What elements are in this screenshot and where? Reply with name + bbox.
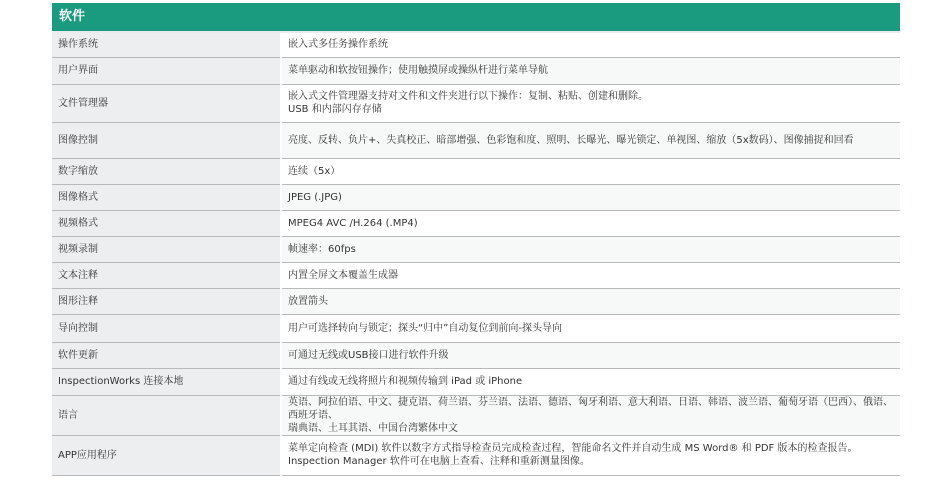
- row-value: 内置全屏文本覆盖生成器: [281, 262, 900, 288]
- table-row: [52, 210, 900, 236]
- row-label: 语言: [52, 395, 281, 435]
- software-spec-table: [52, 3, 900, 476]
- row-value: 放置箭头: [281, 288, 900, 314]
- row-label: 数字缩放: [52, 158, 281, 184]
- row-label: 视频格式: [52, 210, 281, 236]
- row-value: 用户可选择转向与锁定；探头“归中”自动复位到前向-探头导向: [281, 314, 900, 342]
- row-label: 操作系统: [52, 33, 281, 57]
- row-value: [281, 395, 900, 435]
- table-row: [52, 342, 900, 368]
- row-value: 连续（5x）: [281, 158, 900, 184]
- row-value: 菜单驱动和软按钮操作；使用触摸屏或操纵杆进行菜单导航: [281, 57, 900, 84]
- table-row: [52, 33, 900, 57]
- table-row: [52, 158, 900, 184]
- row-label: 软件更新: [52, 342, 281, 368]
- row-label: 文本注释: [52, 262, 281, 288]
- row-value-line: 嵌入式文件管理器支持对文件和文件夹进行以下操作：复制、粘贴、创建和删除。: [288, 91, 648, 102]
- row-value-line: 英语、阿拉伯语、中文、捷克语、荷兰语、芬兰语、法语、德语、匈牙利语、意大利语、日语、韩语、波兰语、葡萄牙语（巴西）、俄语、西班牙语、: [288, 396, 893, 421]
- row-value: 可通过无线或USB接口进行软件升级: [281, 342, 900, 368]
- table-row: [52, 314, 900, 342]
- table-row: [52, 84, 900, 122]
- row-label: 图像格式: [52, 184, 281, 210]
- table-row: [52, 435, 900, 475]
- table-row: [52, 262, 900, 288]
- row-label: APP应用程序: [52, 435, 281, 475]
- table-row: [52, 236, 900, 262]
- spec-table: [52, 33, 900, 476]
- row-label: 用户界面: [52, 57, 281, 84]
- row-value: JPEG (.JPG): [281, 184, 900, 210]
- row-label: 文件管理器: [52, 84, 281, 122]
- row-value: 通过有线或无线将照片和视频传输到 iPad 或 iPhone: [281, 368, 900, 395]
- row-label: 图像控制: [52, 122, 281, 158]
- row-value: MPEG4 AVC /H.264 (.MP4): [281, 210, 900, 236]
- row-label: 图形注释: [52, 288, 281, 314]
- row-value-line: 瑞典语、土耳其语、中国台湾繁体中文: [288, 422, 458, 434]
- row-label: 视频录制: [52, 236, 281, 262]
- row-label: InspectionWorks 连接本地: [52, 368, 281, 395]
- row-value-line: USB 和内部闪存存储: [288, 104, 382, 115]
- row-value-line: Inspection Manager 软件可在电脑上查看、注释和重新测量图像。: [288, 456, 590, 467]
- table-row: [52, 184, 900, 210]
- row-value-line: 菜单定向检查 (MDI) 软件以数字方式指导检查员完成检查过程，智能命名文件并自动生成 MS Word® 和 PDF 版本的检查报告。: [288, 443, 858, 454]
- table-row: [52, 122, 900, 158]
- table-row: [52, 395, 900, 435]
- row-value: 亮度、反转、负片+、失真校正、暗部增强、色彩饱和度、照明、长曝光、曝光锁定、单视图、缩放（5x数码）、图像捕捉和回看: [281, 122, 900, 158]
- row-value: 嵌入式多任务操作系统: [281, 33, 900, 57]
- section-header: 软件: [52, 3, 900, 33]
- table-row: [52, 288, 900, 314]
- table-row: [52, 57, 900, 84]
- row-value: [281, 435, 900, 475]
- row-value: [281, 84, 900, 122]
- table-row: [52, 368, 900, 395]
- row-label: 导向控制: [52, 314, 281, 342]
- row-value: 帧速率：60fps: [281, 236, 900, 262]
